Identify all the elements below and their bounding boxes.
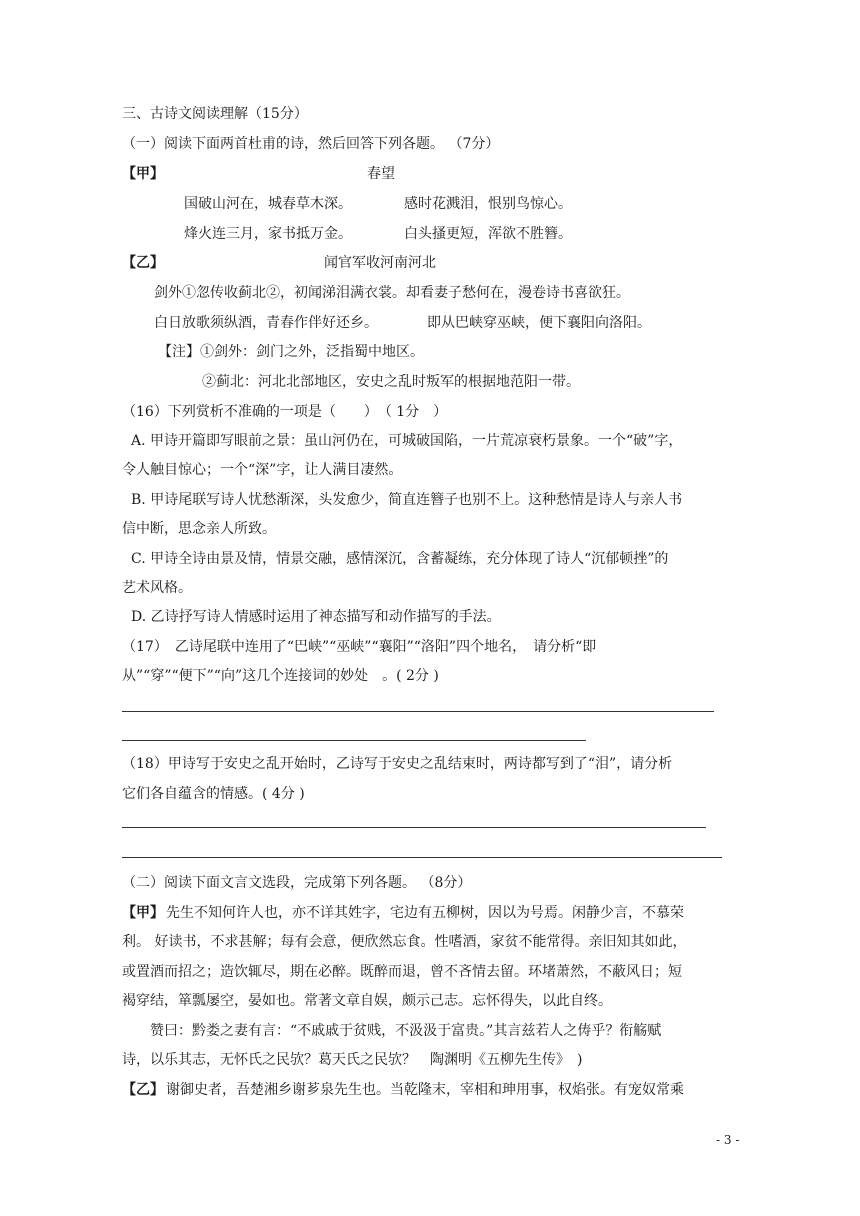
poem-b-line: 白日放歌须纵酒，青春作伴好还乡。 — [154, 315, 378, 331]
prose-line: 利。 好读书，不求甚解；每有会意，便欣然忘食。性嗜酒，家贫不能常得。亲旧知其如此， — [122, 934, 687, 950]
prose-line: 诗，以乐其志，无怀氏之民欤？葛天氏之民欤？ 陶渊明《五柳先生传》 ) — [122, 1052, 583, 1068]
jia-tag: 【甲】 — [122, 905, 164, 921]
option-a-cont: 令人触目惊心；一个“深”字，让人满目凄然。 — [122, 462, 403, 478]
poem-a-tag: 【甲】 — [122, 166, 164, 182]
answer-line[interactable] — [122, 827, 706, 828]
option-c-cont: 艺术风格。 — [122, 580, 192, 596]
poem-b-tag: 【乙】 — [122, 255, 164, 271]
question-18-cont: 它们各自蕴含的情感。( 4分 ) — [122, 786, 305, 802]
option-d: D. 乙诗抒写诗人情感时运用了神态描写和动作描写的手法。 — [131, 609, 501, 625]
question-17-cont: 从”“穿”“便下”“向”这几个连接词的妙处 。( 2分 ) — [122, 668, 439, 684]
page-number: - 3 - — [716, 1133, 740, 1147]
part2-heading: （二）阅读下面文言文选段，完成第下列各题。 （8分） — [122, 875, 472, 891]
poem-a-line: 烽火连三月，家书抵万金。 — [184, 226, 352, 242]
prose-line: 先生不知何许人也，亦不详其姓字，宅边有五柳树，因以为号焉。闲静少言，不慕荣 — [166, 905, 684, 921]
note: 【注】①剑外：剑门之外，泛指蜀中地区。 — [158, 344, 424, 360]
prose-line: 赞曰：黔娄之妻有言：“不戚戚于贫贱，不汲汲于富贵。”其言兹若人之俦乎？衔觞赋 — [150, 1023, 662, 1039]
poem-b-line: 即从巴峡穿巫峡，便下襄阳向洛阳。 — [427, 315, 651, 331]
poem-a-line: 感时花溅泪，恨别鸟惊心。 — [404, 196, 572, 212]
option-a: A. 甲诗开篇即写眼前之景：虽山河仍在，可城破国陷，一片荒凉衰朽景象。一个“破”字， — [131, 433, 683, 449]
answer-line[interactable] — [122, 857, 722, 858]
question-18: （18）甲诗写于安史之乱开始时，乙诗写于安史之乱结束时，两诗都写到了“泪”，请分析 — [122, 756, 673, 772]
poem-a-title: 春望 — [367, 166, 395, 182]
poem-b-line: 剑外①忽传收蓟北②，初闻涕泪满衣裳。却看妻子愁何在，漫卷诗书喜欲狂。 — [154, 285, 630, 301]
poem-a-line: 国破山河在，城春草木深。 — [184, 196, 352, 212]
prose-line: 或置酒而招之；造饮辄尽，期在必醉。既醉而退，曾不吝情去留。环堵萧然，不蔽风日；短 — [122, 964, 682, 980]
poem-b-title: 闻官军收河南河北 — [324, 255, 436, 271]
note: ②蓟北：河北北部地区，安史之乱时叛军的根据地范阳一带。 — [202, 374, 580, 390]
prose-line: 谢御史者，吾楚湘乡谢芗泉先生也。当乾隆末，宰相和珅用事，权焰张。有宠奴常乘 — [166, 1082, 684, 1098]
prose-line: 褐穿结，箪瓢屡空，晏如也。常著文章自娱，颇示己志。忘怀得失，以此自终。 — [122, 993, 612, 1009]
answer-line[interactable] — [122, 740, 586, 741]
option-b: B. 甲诗尾联写诗人忧愁渐深，头发愈少，简直连簪子也别不上。这种愁情是诗人与亲人书 — [131, 492, 683, 508]
option-b-cont: 信中断，思念亲人所致。 — [122, 521, 276, 537]
poem-a-line: 白头搔更短，浑欲不胜簪。 — [404, 226, 572, 242]
yi-tag: 【乙】 — [122, 1082, 164, 1098]
part1-heading: （一）阅读下面两首杜甫的诗，然后回答下列各题。 （7分） — [122, 136, 500, 152]
option-c: C. 甲诗全诗由景及情，情景交融，感情深沉，含蓄凝练，充分体现了诗人“沉郁顿挫”的 — [131, 551, 669, 567]
answer-line[interactable] — [122, 711, 714, 712]
section-title: 三、古诗文阅读理解（15分） — [122, 106, 308, 122]
question-16-stem: （16）下列赏析不准确的一项是（ ） （ 1分 ） — [122, 404, 448, 420]
question-17: （17） 乙诗尾联中连用了“巴峡”“巫峡”“襄阳”“洛阳”四个地名， 请分析“即 — [122, 639, 597, 655]
